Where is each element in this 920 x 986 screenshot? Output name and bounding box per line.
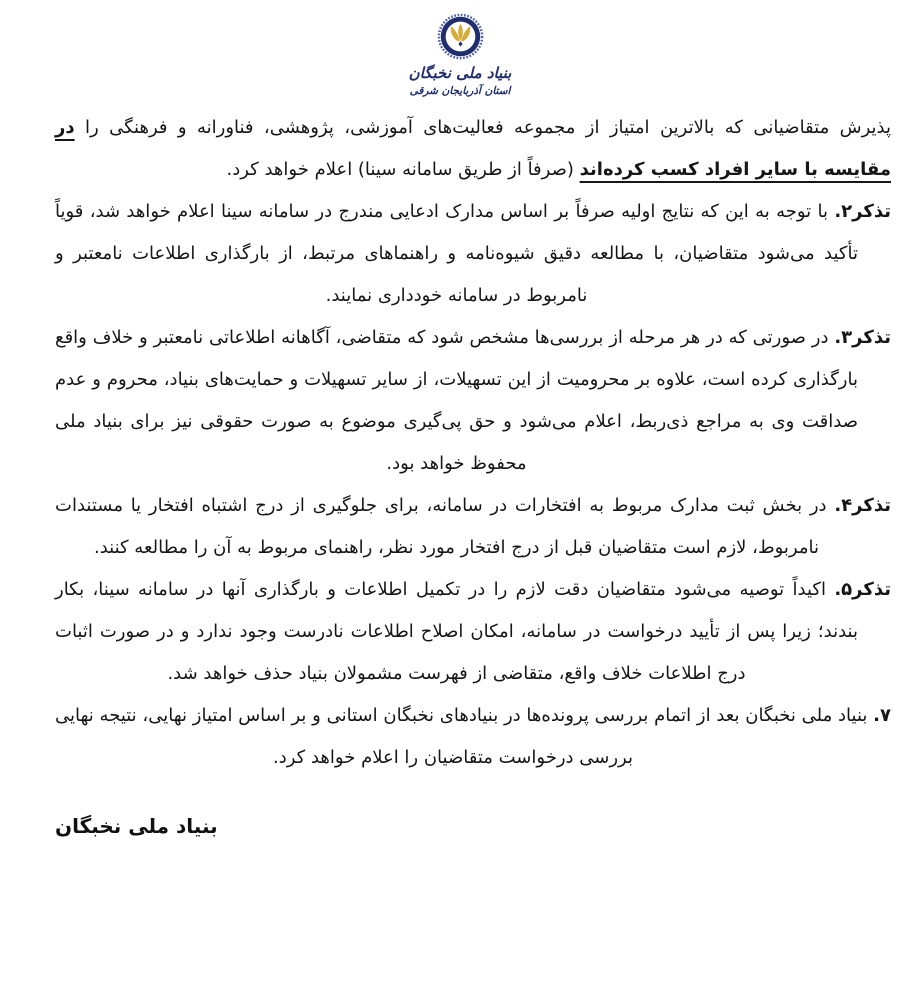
intro-text-pre: پذیرش متقاضیانی که بالاترین امتیاز از مجموعه فعالیت‌های آموزشی، پژوهشی، فناورانه و فرهنگی را xyxy=(74,117,891,138)
notice-3-label: تذکر۳. xyxy=(834,327,891,348)
item-7-number: ۷. xyxy=(873,705,891,726)
notice-3-paragraph xyxy=(55,317,891,485)
notice-4-paragraph xyxy=(55,485,891,569)
notice-5-label: تذکر۵. xyxy=(834,579,891,600)
logo-subtitle: استان آذربایجان شرقی xyxy=(409,85,511,97)
notice-4-label: تذکر۴. xyxy=(834,495,891,516)
foundation-emblem-icon xyxy=(437,13,484,60)
item-7-paragraph xyxy=(55,695,891,779)
item-7-text: بنیاد ملی نخبگان بعد از اتمام بررسی پرونده‌ها در بنیادهای نخبگان استانی و بر اساس امتیاز نهایی، نتیجه نهایی بررسی درخواست متقاضیان را اعلام خواهد کرد. xyxy=(55,705,868,768)
intro-emphasis-underlined: در مقایسه با سایر افراد کسب کرده‌اند xyxy=(55,117,891,180)
document-body xyxy=(0,98,920,840)
notice-3-text: در صورتی که در هر مرحله از بررسی‌ها مشخص شود که متقاضی، آگاهانه اطلاعاتی نامعتبر و خلاف واقع بارگذاری کرده است، علاوه بر محرومیت از این تسهیلات، از سایر تسهیلات و حمایت‌های بنیاد، محروم و عدم صداقت وی به مراجع ذی‌ربط، اعلام می‌شود و حق پی‌گیری موضوع به صورت حقوقی نیز برای بنیاد ملی محفوظ خواهد بود. xyxy=(55,327,858,474)
notice-5-paragraph xyxy=(55,569,891,695)
signature: بنیاد ملی نخبگان xyxy=(55,814,218,838)
notice-2-paragraph xyxy=(55,191,891,317)
intro-paragraph xyxy=(55,107,891,191)
letterhead xyxy=(0,0,920,98)
intro-text-post: (صرفاً از طریق سامانه سینا) اعلام خواهد کرد. xyxy=(226,159,580,180)
notice-5-text: اکیداً توصیه می‌شود متقاضیان دقت لازم را در تکمیل اطلاعات و بارگذاری آنها در سامانه سینا، بکار بندند؛ زیرا پس از تأیید درخواست در سامانه، امکان اصلاح اطلاعات نادرست وجود ندارد و در صورت اثبات درج اطلاعات خلاف واقع، متقاضی از فهرست مشمولان بنیاد حذف خواهد شد. xyxy=(55,579,858,684)
logo-title: بنیاد ملی نخبگان xyxy=(408,64,512,82)
notice-2-text: با توجه به این که نتایج اولیه صرفاً بر اساس مدارک ادعایی مندرج در سامانه سینا اعلام خواهد شد، قویاً تأکید می‌شود متقاضیان، با مطالعه دقیق شیوه‌نامه و راهنماهای مرتبط، از بارگذاری اطلاعات نامعتبر و نامربوط در سامانه خودداری نمایند. xyxy=(55,201,858,306)
notice-2-label: تذکر۲. xyxy=(834,201,891,222)
notice-4-text: در بخش ثبت مدارک مربوط به افتخارات در سامانه، برای جلوگیری از درج اشتباه افتخار یا مستندات نامربوط، لازم است متقاضیان قبل از درج افتخار مورد نظر، راهنمای مربوط به آن را مطالعه کنند. xyxy=(55,495,827,558)
